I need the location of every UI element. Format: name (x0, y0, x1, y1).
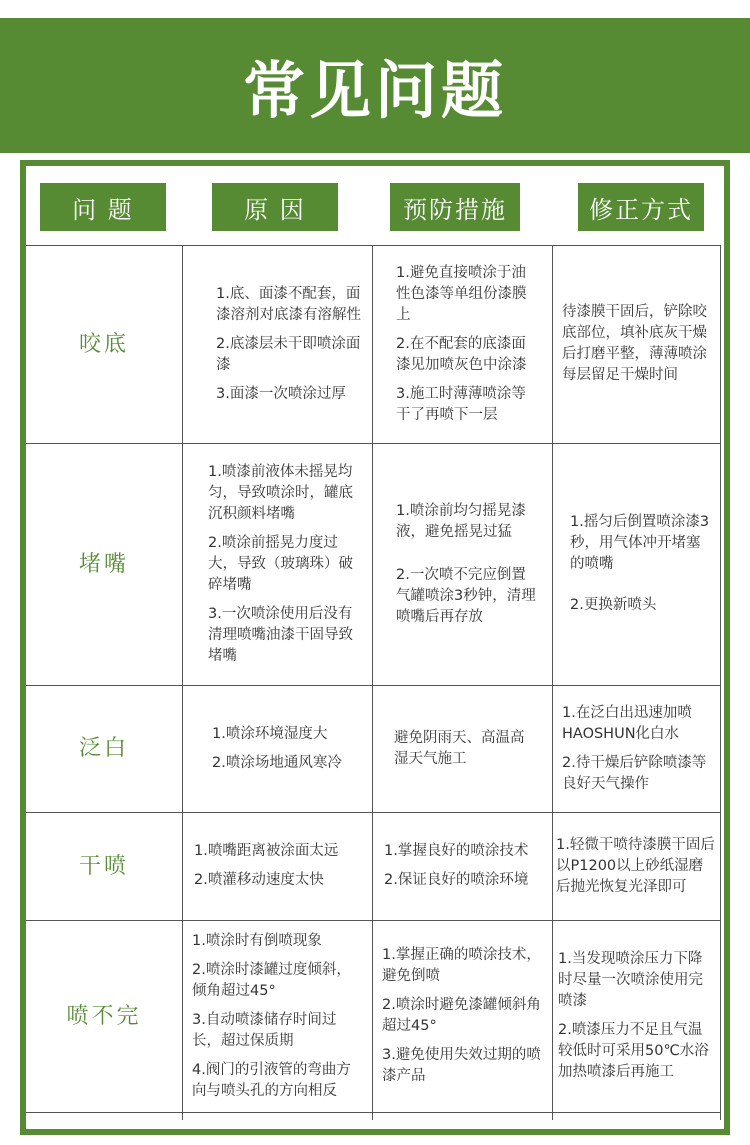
prevention-text: 2.一次喷不完应倒置气罐喷涂3秒钟，清理喷嘴后再存放 (396, 566, 536, 625)
correction-text: 1.在泛白出迅速加喷HAOSHUN化白水 (562, 704, 692, 742)
reason-text: 1.底、面漆不配套，面漆溶剂对底漆有溶解性 (216, 285, 361, 323)
reason-text: 3.自动喷漆储存时间过长，超过保质期 (192, 1011, 337, 1049)
reason-text: 2.喷涂前摇晃力度过大，导致（玻璃珠）破碎堵嘴 (208, 534, 353, 593)
reason-text: 3.面漆一次喷涂过厚 (216, 385, 346, 402)
reason-text: 1.喷嘴距离被涂面太远 (194, 843, 339, 859)
header-issue: 问 题 (40, 183, 166, 231)
issue-label: 泛白 (78, 736, 129, 761)
reason-text: 2.喷涂时漆罐过度倾斜，倾角超过45° (192, 961, 351, 999)
correction-text: 2.更换新喷头 (570, 597, 657, 613)
prevention-cell (372, 245, 552, 443)
reason-text: 1.喷涂时有倒喷现象 (192, 932, 322, 949)
prevention-text: 1.避免直接喷涂于油性色漆等单组份漆膜上 (396, 264, 527, 323)
correction-cell (552, 920, 720, 1112)
column-divider (720, 245, 721, 1120)
prevention-cell (372, 685, 552, 812)
prevention-text: 2.在不配套的底漆面漆见加喷灰色中涂漆 (396, 335, 527, 373)
prevention-text: 1.掌握正确的喷涂技术，避免倒喷 (382, 947, 541, 984)
prevention-text: 1.喷涂前均匀摇晃漆液，避免摇晃过猛 (396, 502, 526, 540)
prevention-text: 避免阴雨天、高温高湿天气施工 (394, 729, 525, 767)
prevention-text: 3.施工时薄薄喷涂等干了再喷下一层 (396, 385, 526, 423)
correction-cell (552, 245, 720, 443)
header-prevention: 预防措施 (390, 183, 520, 231)
prevention-text: 3.避免使用失效过期的喷漆产品 (382, 1047, 541, 1084)
issue-label: 堵嘴 (78, 551, 129, 577)
title-banner (0, 18, 750, 153)
reason-text: 2.底漆层未干即喷涂面漆 (216, 335, 361, 373)
correction-text: 2.喷漆压力不足且气温较低时可采用50℃水浴加热喷漆后再施工 (558, 1022, 709, 1080)
reason-text: 1.喷漆前液体未摇晃均匀，导致喷涂时，罐底沉积颜料堵嘴 (208, 463, 353, 522)
correction-text: 待漆膜干固后，铲除咬底部位，填补底灰干燥后打磨平整，薄薄喷涂每层留足干燥时间 (562, 304, 707, 383)
prevention-cell (372, 443, 552, 685)
header-reason: 原 因 (212, 183, 338, 231)
reason-cell (182, 685, 372, 812)
correction-text: 1.当发现喷涂压力下降时尽量一次喷涂使用完喷漆 (558, 951, 703, 1009)
reason-cell (182, 920, 372, 1112)
page-title: 常见问题 (242, 54, 507, 127)
correction-cell (552, 812, 720, 920)
correction-cell (552, 685, 720, 812)
reason-cell (182, 812, 372, 920)
reason-text: 2.喷灌移动速度太快 (194, 872, 324, 888)
row-divider (26, 1112, 720, 1113)
prevention-cell (372, 812, 552, 920)
prevention-text: 2.保证良好的喷涂环境 (384, 872, 529, 888)
reason-text: 2.喷涂场地通风寒冷 (212, 754, 342, 771)
reason-cell (182, 443, 372, 685)
prevention-text: 2.喷涂时避免漆罐倾斜角超过45° (382, 997, 541, 1034)
reason-cell (182, 245, 372, 443)
correction-text: 1.摇匀后倒置喷涂漆3秒，用气体冲开堵塞的喷嘴 (570, 514, 710, 572)
correction-cell (552, 443, 720, 685)
correction-text: 1.轻微干喷待漆膜干固后以P1200以上砂纸湿磨后抛光恢复光泽即可 (556, 836, 715, 895)
issue-label: 咬底 (78, 331, 129, 357)
reason-text: 1.喷涂环境湿度大 (212, 725, 328, 742)
prevention-text: 1.掌握良好的喷涂技术 (384, 843, 529, 859)
reason-text: 4.阀门的引液管的弯曲方向与喷头孔的方向相反 (192, 1061, 351, 1099)
prevention-cell (372, 920, 552, 1112)
reason-text: 3.一次喷涂使用后没有清理喷嘴油漆干固导致堵嘴 (208, 605, 353, 664)
correction-text: 2.待干燥后铲除喷漆等良好天气操作 (562, 754, 707, 792)
issue-label: 干喷 (78, 853, 129, 879)
header-correction: 修正方式 (578, 183, 704, 231)
issue-label: 喷不完 (66, 1003, 142, 1029)
